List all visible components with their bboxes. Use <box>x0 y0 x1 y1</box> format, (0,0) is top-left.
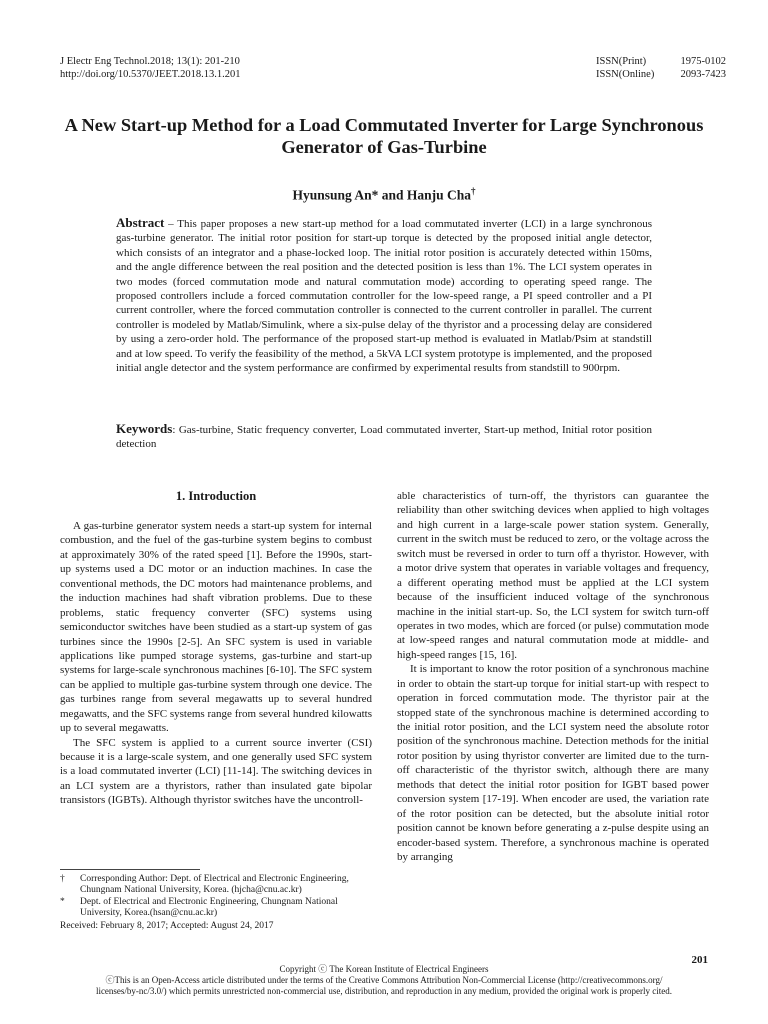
keywords <box>116 422 652 452</box>
footnote-coauthor <box>60 897 380 921</box>
footnote-corresponding-text: Corresponding Author: Dept. of Electrical and Electronic Engineering, Chungnam National University, Korea. (hjcha@cnu.ac.kr) <box>80 874 349 896</box>
license-line-2: licenses/by-nc/3.0/) which permits unrestricted non-commercial use, distribution, and reproduction in any medium, provided the original work is properly cited. <box>95 986 673 996</box>
footnote-rule <box>60 869 200 870</box>
intro-paragraph-4: It is important to know the rotor position of a synchronous machine in order to obtain the start-up torque for initial start-up with respect to operation in forced commutation mode. The thyristor pair at the stopped state of the synchronous machine is determined according to the initial rotor position, and the LCI system need the absolute rotor position of the synchronous machine. Detection methods for the initial rotor position by using thyristor converter are limited due to the turn-off characteristic of the thyristor switch, although there are many methods that detect the initial rotor position for IGBT based power conversion system [17-19]. When encoder are used, the variation rate of the rotor position can be detected, but the absolute initial rotor position cannot be known before generating a z-pulse despite using an encoder-based system. Therefore, a synchronous machine is operated by arranging <box>397 663 709 863</box>
abstract <box>116 216 652 375</box>
abstract-dash: – <box>164 218 178 230</box>
intro-paragraph-1: A gas-turbine generator system needs a start-up system for internal combustion, and the fuel of the gas-turbine system begins to combust at approximately 30% of the rated speed [1]. Before the 1990s, start-up systems used a DC motor or an induction machines. In case the conventional methods, the DC motors had maintenance problems, and the induction machines had shaft vibration problems. Due to these problems, static frequency converter (SFC) systems using semiconductor switches have been studied as a start-up system of gas turbines since the 1990s [2-5]. An SFC system is used in variable applications like pumped storage systems, gas-turbine and start-up systems for large-scale synchronous machines [6-10]. The SFC system can be applied to multiple gas-turbine system through one device. The gas turbines range from several megawatts up to several hundred megawatts, and the SFC systems range from several hundred kilowatts up to several megawatts. <box>60 520 372 735</box>
page-number: 201 <box>691 954 708 966</box>
left-column <box>60 519 372 808</box>
issn-print-label: ISSN(Print) <box>596 56 647 67</box>
footnote-mark-asterisk: * <box>60 897 65 907</box>
paper-title: A New Start-up Method for a Load Commutated Inverter for Large Synchronous Generator of Gas-Turbine <box>64 115 704 157</box>
right-column <box>397 489 709 864</box>
license-line-1 <box>60 975 708 986</box>
received-dates: Received: February 8, 2017; Accepted: August 24, 2017 <box>60 921 274 931</box>
journal-citation <box>60 56 240 81</box>
abstract-text: This paper proposes a new start-up method for a load commutated inverter (LCI) in a large synchronous gas-turbine generator. The initial rotor position for start-up torque is detected by the proposed initial angle detector, which consists of an integrator and a phase-locked loop. The initial rotor position is accurately detected within 150ms, and the angle difference between the real position and the detected position is less than 1%. The LCI system operates in two modes (forced commutation mode and natural commutation mode) according to operating speed range. The proposed controllers include a forced commutation controller for the low-speed range, a PI speed controller and a PI current controller, where the forced commutation controller is connected to the current controller in parallel. The current controller is modeled by Matlab/Simulink, where a six-pulse delay of the thyristor and a processing delay are considered by using a zero-order hold. The performance of the proposed start-up method is evaluated in Matlab/Psim at standstill and at low speed. To verify the feasibility of the method, a 5kVA LCI system prototype is implemented, and the proposed initial angle detector and the system performance are confirmed by experimental results from standstill to 900rpm. <box>116 218 652 375</box>
abstract-label: Abstract <box>116 215 165 230</box>
copyright-line: Copyright ⓒ The Korean Institute of Electrical Engineers <box>279 964 489 974</box>
author-names: Hyunsung An* and Hanju Cha <box>292 187 472 203</box>
cc-icon: ⓒ <box>105 975 115 985</box>
footnote-corresponding <box>60 874 380 898</box>
issn-print-value: 1975-0102 <box>680 56 726 67</box>
section-heading: 1. Introduction <box>175 489 257 503</box>
keywords-text: : Gas-turbine, Static frequency converter, Load commutated inverter, Start-up method, Initial rotor position detection <box>116 424 652 451</box>
license-text-1: This is an Open-Access article distributed under the terms of the Creative Commons Attribution Non-Commercial License (http://creativecommons.org/ <box>114 975 663 985</box>
intro-paragraph-2: The SFC system is applied to a current source inverter (CSI) because it is a large-scale system, and one generally used SFC system is a load commutated inverter (LCI) [11-14]. The switching devices in an LCI system are a thyristors, rather than insulated gate bipolar transistors (IGBTs). Although thyristor switches have the uncontroll- <box>60 736 372 807</box>
issn-online-label: ISSN(Online) <box>596 68 655 80</box>
journal-reference: J Electr Eng Technol.2018; 13(1): 201-210 <box>60 56 240 67</box>
corresponding-mark: † <box>471 186 476 196</box>
footnote-coauthor-text: Dept. of Electrical and Electronic Engineering, Chungnam National University, Korea.(hsan@cnu.ac.kr) <box>80 897 338 919</box>
authors <box>40 183 728 204</box>
footnote-mark-dagger: † <box>60 874 65 884</box>
issn-block <box>596 56 726 81</box>
intro-paragraph-3: able characteristics of turn-off, the thyristors can guarantee the reliability than other switching devices when applied to high voltages and high current in a large-scale power station system. Generally, current in the switch must be reduced to zero, or the voltage across the switch must be reversed in order to turn off a thyristor. However, with a motor drive system that operates in variable voltages and frequency, a different operating method must be applied at the LCI system because of the insufficient induced voltage of the synchronous machine in the initial start-up. So, the LCI system for switch turn-off operates in two modes, which are forced (or pulse) commutation mode at low-speed ranges and natural commutation mode at middle- and high-speed ranges [15, 16]. <box>397 490 709 661</box>
doi-link[interactable]: http://doi.org/10.5370/JEET.2018.13.1.201 <box>60 68 241 80</box>
issn-online-value: 2093-7423 <box>680 68 726 80</box>
keywords-label: Keywords <box>116 421 173 436</box>
